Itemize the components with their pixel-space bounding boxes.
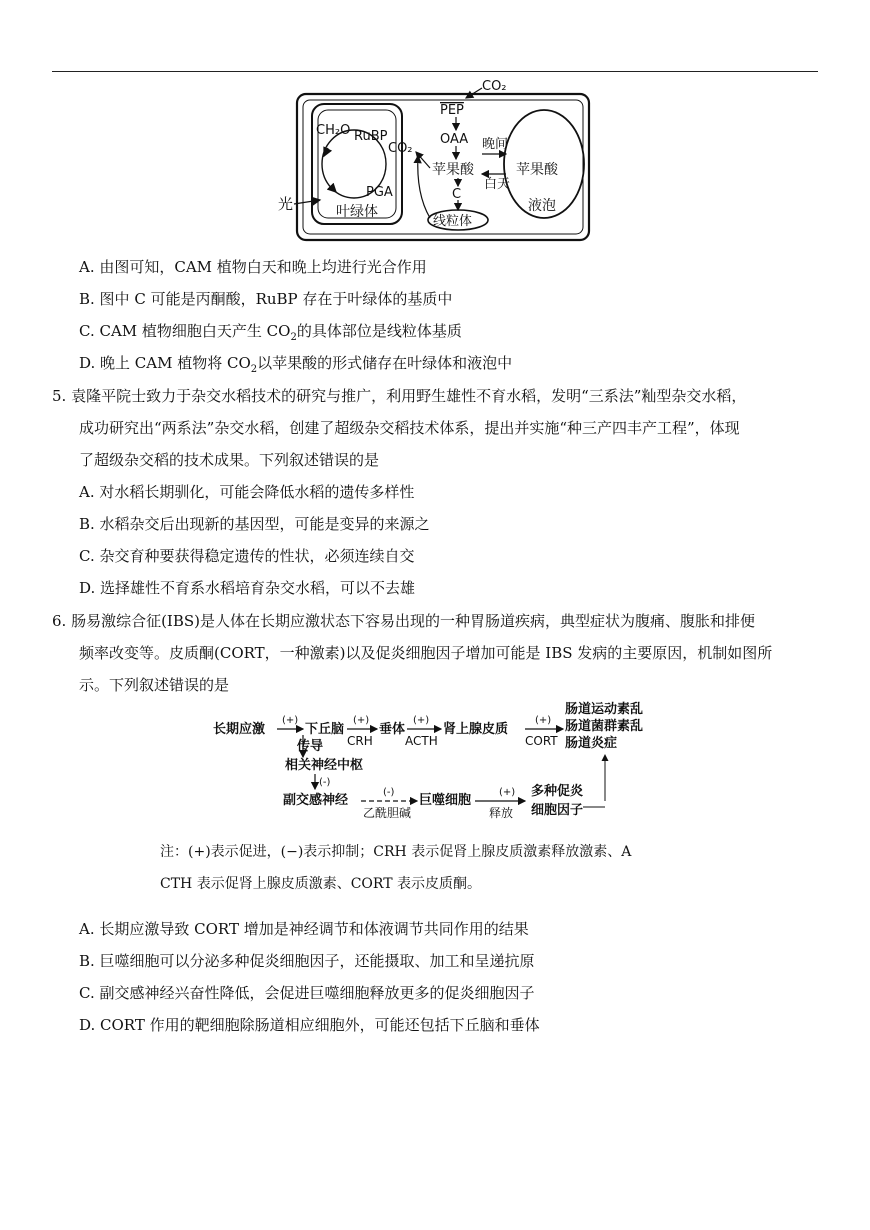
q6-option-b: B. 巨噬细胞可以分泌多种促炎细胞因子，还能摄取、加工和呈递抗原: [79, 952, 535, 970]
day-label: 白天: [484, 177, 511, 192]
minus-label-2: (-): [383, 787, 395, 798]
stress-node: 长期应激: [213, 722, 266, 737]
parasympathetic-node: 副交感神经: [283, 793, 349, 808]
cam-cell-diagram: [270, 76, 600, 244]
acth-label: ACTH: [405, 734, 438, 748]
q5-option-c: C. 杂交育种要获得稳定遗传的性状，必须连续自交: [79, 547, 415, 565]
q6-option-a: A. 长期应激导致 CORT 增加是神经调节和体液调节共同作用的结果: [79, 920, 529, 938]
mito-label: 线粒体: [433, 214, 473, 229]
center-node: 相关神经中枢: [285, 758, 364, 773]
q4-option-a: A. 由图可知，CAM 植物白天和晚上均进行光合作用: [79, 258, 427, 276]
header-rule: [52, 71, 818, 72]
conduct-label: 传导: [297, 739, 324, 754]
cytokine-node-line1: 多种促炎: [531, 784, 584, 799]
cytokine-node-line2: 细胞因子: [531, 803, 584, 818]
q6-note-line1: 注：(+)表示促进，(−)表示抑制；CRH 表示促肾上腺皮质激素释放激素、A: [160, 844, 632, 860]
ch2o-label: CH₂O: [316, 123, 351, 138]
night-label: 晚间: [482, 137, 509, 152]
q6-stem-line1: 6. 肠易激综合征(IBS)是人体在长期应激状态下容易出现的一种胃肠道疾病，典型症状为腹痛、腹胀和排便: [52, 612, 756, 630]
malate-right-label: 苹果酸: [516, 162, 558, 178]
q6-note-line2: CTH 表示促肾上腺皮质激素、CORT 表示皮质酮。: [160, 876, 481, 892]
q5-stem-line3: 了超级杂交稻的技术成果。下列叙述错误的是: [79, 451, 380, 469]
q5-stem-line2: 成功研究出“两系法”杂交水稻，创建了超级杂交稻技术体系，提出并实施“种三产四丰产工程”，体现: [79, 419, 740, 437]
co2-chloroplast-label: CO₂: [388, 141, 413, 156]
plus-label-5: (+): [499, 787, 516, 798]
q6-option-d: D. CORT 作用的靶细胞除肠道相应细胞外，可能还包括下丘脑和垂体: [79, 1016, 540, 1034]
q5-option-b: B. 水稻杂交后出现新的基因型，可能是变异的来源之: [79, 515, 430, 533]
cort-label: CORT: [525, 734, 558, 748]
light-label: 光: [278, 195, 294, 213]
q6-stem-line3: 示。下列叙述错误的是: [79, 676, 230, 694]
plus-label-3: (+): [413, 715, 430, 726]
plus-label-4: (+): [535, 715, 552, 726]
rubp-label: RuBP: [354, 129, 388, 144]
effect-inflammation: 肠道炎症: [565, 736, 618, 751]
plus-label-1: (+): [282, 715, 299, 726]
chloroplast-label: 叶绿体: [336, 204, 378, 220]
q6-stem-line2: 频率改变等。皮质酮(CORT，一种激素)以及促炎细胞因子增加可能是 IBS 发病的主要原因，机制如图所: [79, 644, 773, 662]
co2-top-label: CO₂: [482, 79, 507, 94]
q5-option-d: D. 选择雄性不育系水稻培育杂交水稻，可以不去雄: [79, 579, 416, 597]
q5-option-a: A. 对水稻长期驯化，可能会降低水稻的遗传多样性: [79, 483, 415, 501]
q4-option-b: B. 图中 C 可能是丙酮酸，RuBP 存在于叶绿体的基质中: [79, 290, 453, 308]
malate-left-label: 苹果酸: [432, 162, 474, 178]
q5-stem-line1: 5. 袁隆平院士致力于杂交水稻技术的研究与推广，利用野生雄性不育水稻，发明“三系法”籼型杂交水稻，: [52, 387, 747, 405]
q6-option-c: C. 副交感神经兴奋性降低，会促进巨噬细胞释放更多的促炎细胞因子: [79, 984, 535, 1002]
pep-label: PEP: [440, 103, 464, 118]
effect-motility: 肠道运动素乱: [565, 702, 644, 717]
oaa-label: OAA: [440, 132, 469, 147]
minus-label-1: (-): [319, 777, 331, 788]
pga-label: PGA: [366, 185, 393, 200]
vacuole-label: 液泡: [528, 198, 556, 214]
cycle-arrow-2: [330, 186, 336, 192]
q4-option-c: C. CAM 植物细胞白天产生 $CO_2$的具体部位是线粒体基质: [79, 322, 462, 343]
adrenal-node: 肾上腺皮质: [443, 722, 509, 737]
hypothalamus-node: 下丘脑: [305, 722, 345, 737]
plus-label-2: (+): [353, 715, 370, 726]
q4-option-d: D. 晚上 CAM 植物将 $CO_2$以苹果酸的形式储存在叶绿体和液泡中: [79, 354, 513, 375]
effect-flora: 肠道菌群素乱: [565, 719, 644, 734]
pituitary-node: 垂体: [379, 722, 406, 737]
macrophage-node: 巨噬细胞: [419, 793, 472, 808]
crh-label: CRH: [347, 734, 373, 748]
release-label: 释放: [489, 806, 514, 820]
c-label: C: [452, 187, 462, 202]
ach-label: 乙酰胆碱: [363, 806, 412, 820]
ibs-mechanism-diagram: [205, 697, 675, 822]
